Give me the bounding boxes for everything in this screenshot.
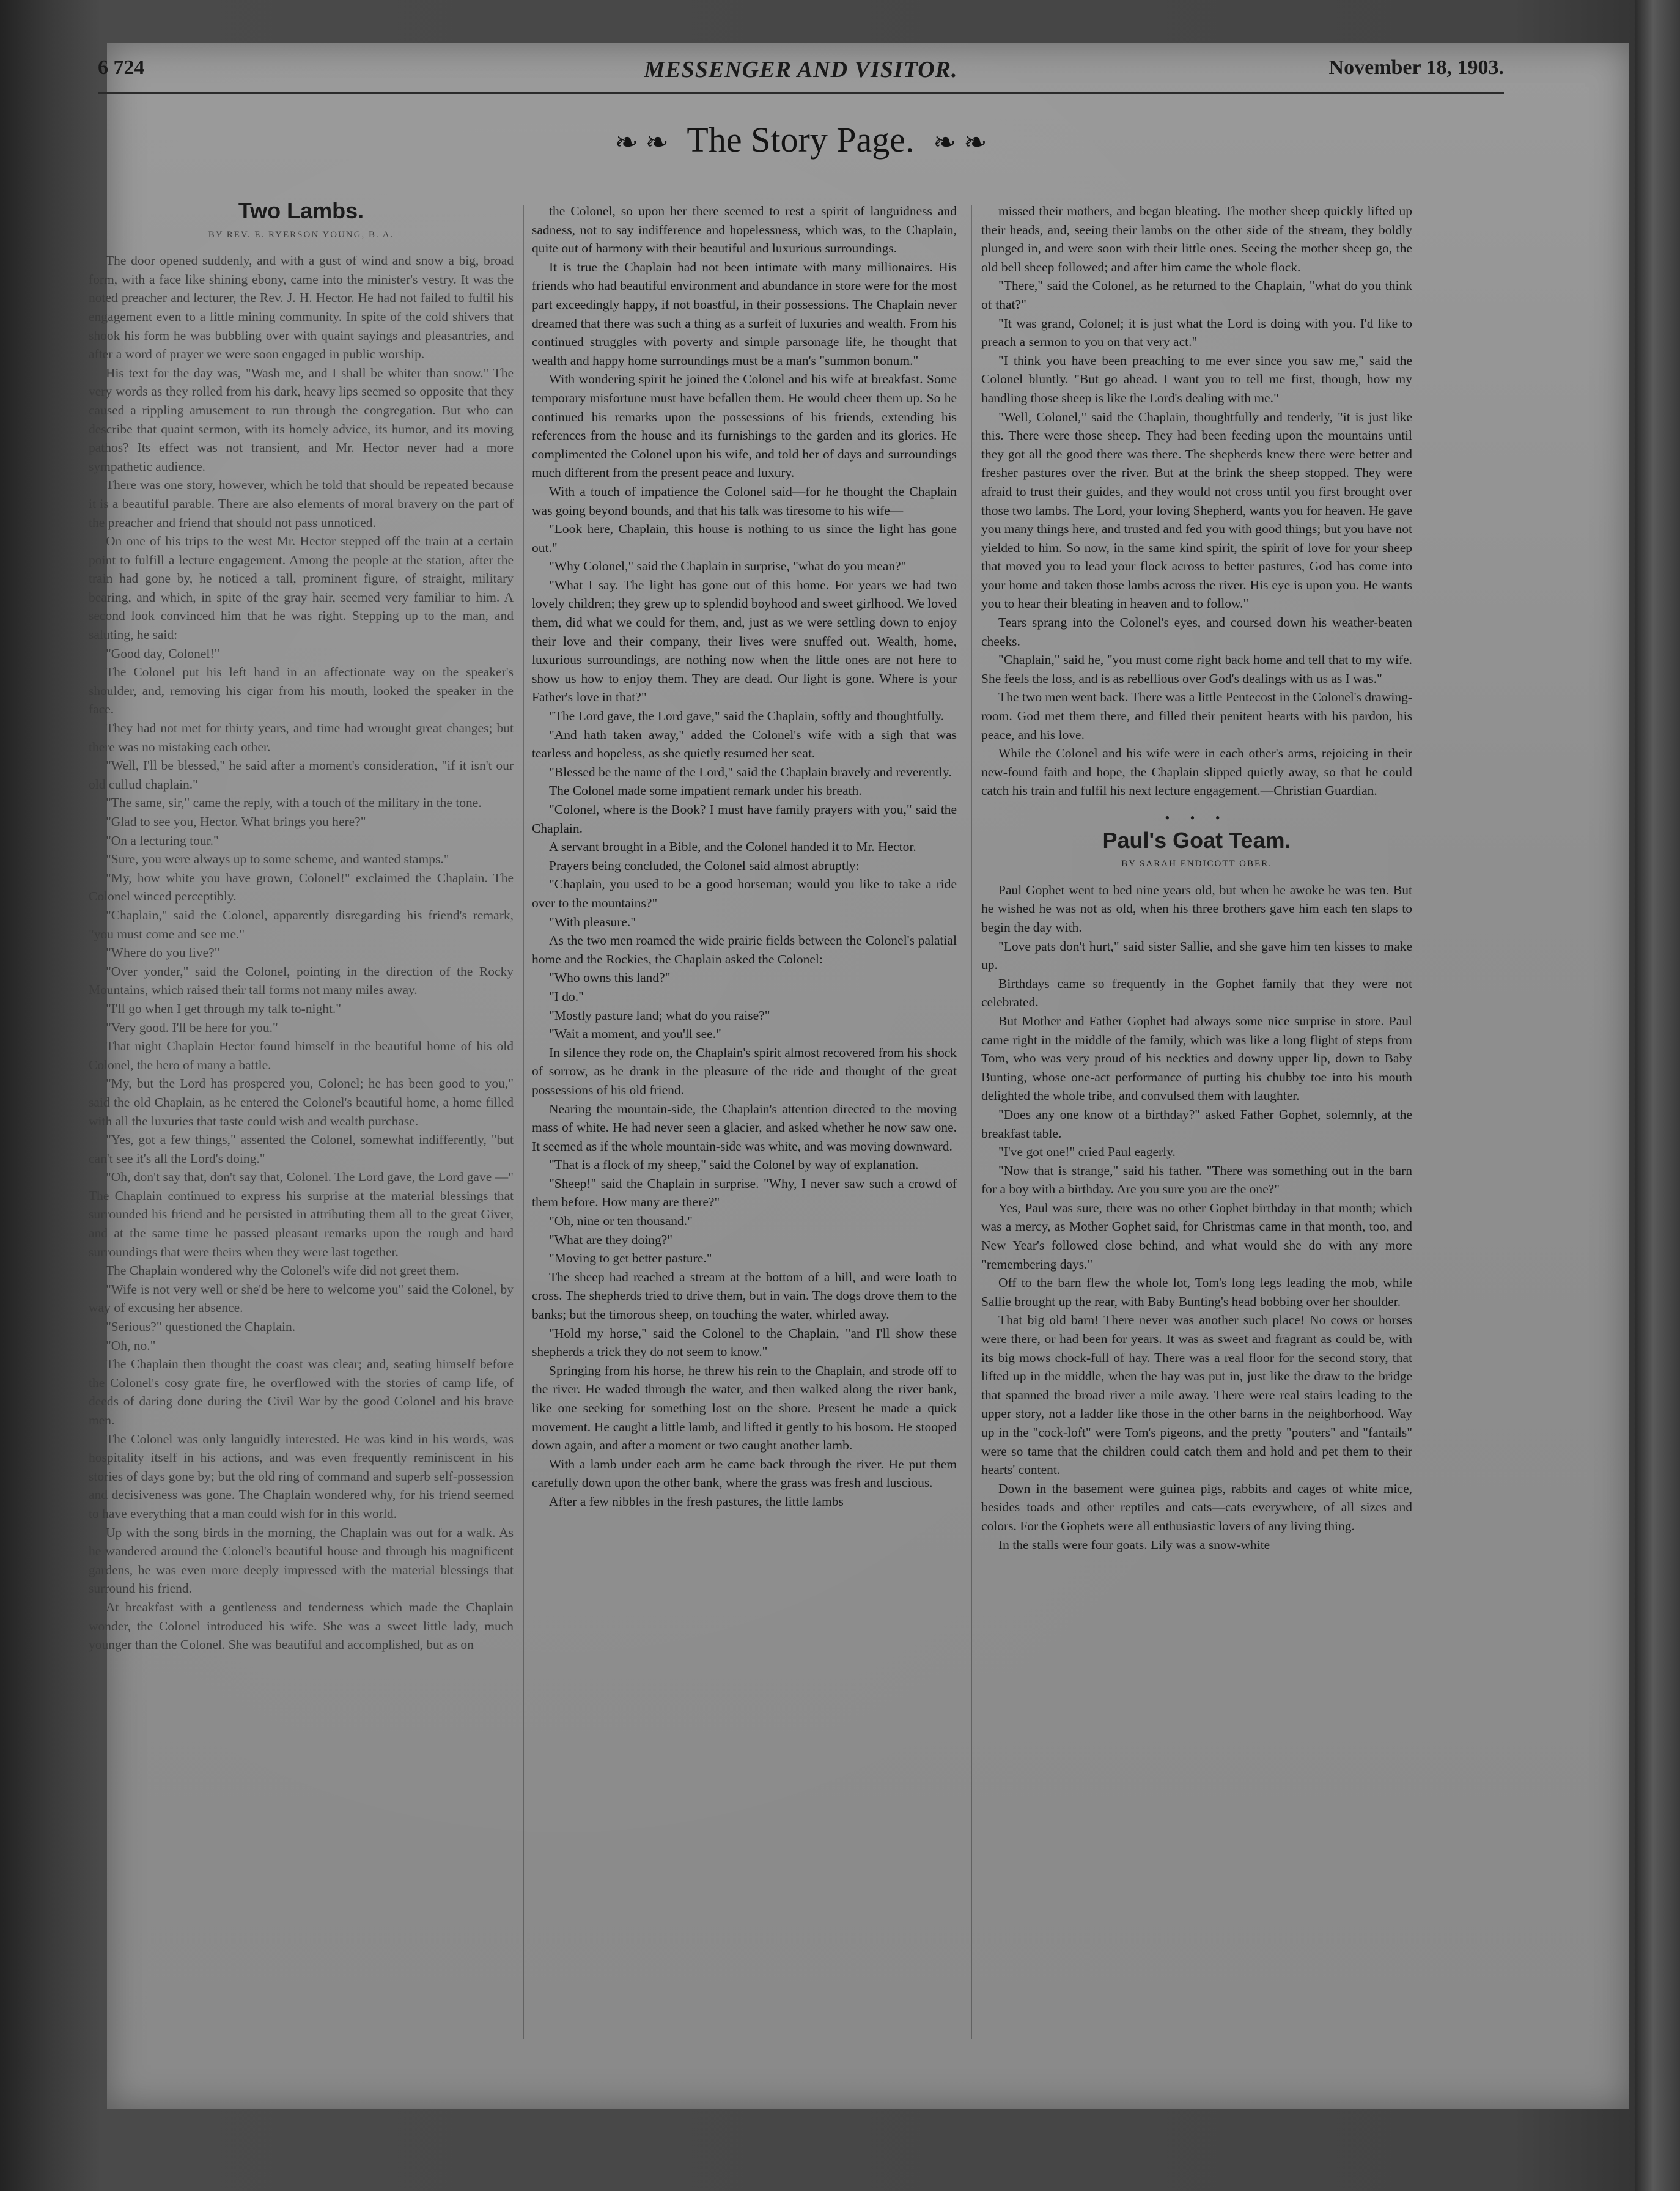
paragraph: "I think you have been preaching to me ever since you saw me," said the Colonel bluntly. "But go ahead. I want you to tell me first, though, how my handling those sheep is like the Lord's dealing with me." <box>981 353 1412 405</box>
paragraph: "Over yonder," said the Colonel, pointing in the direction of the Rocky Mountains, which raised their tall forms not many miles away. <box>89 963 514 998</box>
paragraph: "Very good. I'll be here for you." <box>106 1020 278 1035</box>
publication-title: MESSENGER AND VISITOR. <box>644 57 958 83</box>
paragraph: the Colonel, so upon her there seemed to rest a spirit of languidness and sadness, not to say indifference and hopelessness, which was, to the Chaplain, quite out of harmony with their beautiful and luxurious surroundings. <box>532 204 957 256</box>
story-body <box>981 881 1412 1554</box>
paragraph: Down in the basement were guinea pigs, rabbits and cages of white mice, besides toads and other reptiles and cats—cats everywhere, of all sizes and colors. For the Gophets were all enthusiastic lovers of any living thing. <box>981 1481 1412 1533</box>
paragraph: "Look here, Chaplain, this house is nothing to us since the light has gone out." <box>532 521 957 555</box>
paragraph: "Oh, don't say that, don't say that, Colonel. The Lord gave, the Lord gave —" The Chaplain continued to express his surprise at the material blessings that surrounded his friend and he persisted in attributing them all to the great Giver, and at the same time he passed pleasant remarks upon the rough and hard surroundings that were theirs when they were last together. <box>89 1169 514 1259</box>
leaf-ornament-left-icon: ❧ ❧ <box>614 127 669 158</box>
paragraph: Up with the song birds in the morning, the Chaplain was out for a walk. As he wandered around the Colonel's beautiful house and through his magnificent gardens, he was even more deeply impressed with the material blessings that surround his friend. <box>89 1525 514 1596</box>
column-rule <box>523 205 524 2039</box>
paragraph: Yes, Paul was sure, there was no other Gophet birthday in that month; which was a mercy, as Mother Gophet said, for Christmas came in that month, too, and New Year's followed close behind, and what would she do with any more "remembering days." <box>981 1200 1412 1272</box>
paragraph: The Colonel put his left hand in an affectionate way on the speaker's shoulder, and, removing his cigar from his mouth, looked the speaker in the face. <box>89 665 514 717</box>
leaf-ornament-right-icon: ❧ ❧ <box>933 127 987 158</box>
paragraph: "Love pats don't hurt," said sister Sallie, and she gave him ten kisses to make up. <box>981 938 1412 973</box>
paragraph: "My, but the Lord has prospered you, Colonel; he has been good to you," said the old Chaplain, as he entered the Colonel's beautiful home, a home filled with all the luxuries that taste could wish and wealth purchase. <box>89 1076 514 1129</box>
paragraph: But Mother and Father Gophet had always some nice surprise in store. Paul came right in the middle of the family, which was like a long flight of steps from Tom, who was very proud of his neckties and downy upper lip, down to Baby Bunting, whose one-act performance of putting his chubby toe into his mouth delighted the whole tribe, and convulsed them with laughter. <box>981 1013 1412 1103</box>
paragraph: "The same, sir," came the reply, with a touch of the military in the tone. <box>106 795 482 811</box>
paragraph: "Yes, got a few things," assented the Colonel, somewhat indifferently, "but can't see it's all the Lord's doing." <box>89 1132 514 1166</box>
paragraph: "Chaplain, you used to be a good horseman; would you like to take a ride over to the mountains?" <box>532 877 957 910</box>
paragraph: "Why Colonel," said the Chaplain in surprise, "what do you mean?" <box>549 559 907 574</box>
column-rule <box>971 205 972 2039</box>
paragraph: "Moving to get better pasture." <box>549 1251 712 1266</box>
story-body-continued <box>532 202 957 1511</box>
paragraph: "Mostly pasture land; what do you raise?" <box>549 1007 770 1023</box>
paragraph: The Colonel was only languidly interested. He was kind in his words, was hospitality itself in his actions, and was even frequently reminiscent in his stories of days gone by; but the old ring of command and superb self-possession and decisiveness was gone. The Chaplain wondered why, for his friend seemed to have everything that a man could wish for in this world. <box>89 1431 514 1521</box>
paragraph: "Colonel, where is the Book? I must have family prayers with you," said the Chaplain. <box>532 802 957 836</box>
paragraph: "Sheep!" said the Chaplain in surprise. "Why, I never saw such a crowd of them before. How many are there?" <box>532 1176 957 1210</box>
page-header <box>98 56 1504 93</box>
paragraph: "I've got one!" cried Paul eagerly. <box>998 1144 1176 1160</box>
paragraph: With wondering spirit he joined the Colonel and his wife at breakfast. Some temporary misfortune must have befallen them. He would cheer them up. So he continued his remarks upon the possessions of his friends, extending his references from the house and its furnishings to the garden and its glories. He complimented the Colonel upon his wife, and told her of days and surroundings much different from the present peace and luxury. <box>532 372 957 481</box>
paragraph: The door opened suddenly, and with a gust of wind and snow a big, broad form, with a face like shining ebony, came into the minister's vestry. It was the noted preacher and lecturer, the Rev. J. H. Hector. He had not failed to fulfil his engagement even to a little mining community. In spite of the cold shivers that shook his form he was bubbling over with quaint sayings and pleasantries, and after a word of prayer we were soon engaged in public worship. <box>89 253 514 362</box>
issue-date: November 18, 1903. <box>1328 56 1504 79</box>
paragraph: "Wife is not very well or she'd be here to welcome you" said the Colonel, by way of excusing her absence. <box>89 1281 514 1316</box>
paragraph: "I'll go when I get through my talk to-night." <box>106 1001 342 1016</box>
paragraph: The Chaplain wondered why the Colonel's wife did not greet them. <box>106 1263 459 1278</box>
paragraph: "The Lord gave, the Lord gave," said the Chaplain, softly and thoughtfully. <box>549 709 945 724</box>
paragraph: "What I say. The light has gone out of this home. For years we had two lovely children; they grew up to splendid boyhood and sweet girlhood. We loved them, did what we could for them, and, just as we were settling down to enjoy their love and their company, their lives were snuffed out. Wealth, home, luxurious surroundings, are nothing now when the little ones are not here to show us how to enjoy them. They are dead. Our light is gone. Where is your Father's love in that?" <box>532 577 957 705</box>
paragraph: That big old barn! There never was another such place! No cows or horses were there, or had been for years. It was as sweet and fragrant as could be, with its big mows chock-full of hay. There was a real floor for the second story, that lifted up in the middle, when the hay was put in, just like the draw to the bridge that spanned the broad river a mile away. There were real stairs leading to the upper story, not a ladder like those in the other barns in the neighborhood. Way up in the "cock-loft" were Tom's pigeons, and the pretty "pouters" and "fantails" were so tame that the children could catch them and hold and pet them to their hearts' content. <box>981 1313 1412 1478</box>
paragraph: "Chaplain," said he, "you must come right back home and tell that to my wife. She feels the loss, and is as rebellious over God's dealings with us as I was." <box>981 652 1412 686</box>
paragraph: With a touch of impatience the Colonel said—for he thought the Chaplain was going beyond bounds, and that his talk was tiresome to his wife— <box>532 484 957 518</box>
paragraph: missed their mothers, and began bleating. The mother sheep quickly lifted up their heads, and, seeing their lambs on the other side of the stream, they boldly plunged in, and were soon with their little ones. Seeing the mother sheep go, the old bell sheep followed; and after him came the whole flock. <box>981 204 1412 274</box>
paragraph: "It was grand, Colonel; it is just what the Lord is doing with you. I'd like to preach a sermon to you on that very act." <box>981 315 1412 350</box>
paragraph: While the Colonel and his wife were in each other's arms, rejoicing in their new-found faith and hope, the Chaplain slipped quietly away, so that he could catch his train and fulfil his next lecture engagement.—Christian Guardian. <box>981 746 1412 798</box>
binding-edge <box>1635 0 1680 2191</box>
paragraph: "Well, Colonel," said the Chaplain, thoughtfully and tenderly, "it is just like this. There were those sheep. They had been feeding upon the mountains until they got all the good there was there. The shepherds knew there were better and fresher pastures over the river. But at the brink the sheep stopped. They were afraid to trust their guides, and they would not cross until you first brought over those two lambs. The Lord, your loving Shepherd, wants you for heaven. He gave you many things here, and trusted and fed you with good things; but you have not yielded to him. So now, in the same kind spirit, the spirit of love for your sheep that moved you to lead your flock across to better pastures, God has come into your home and taken those lambs across the river. His eye is upon you. He wants you to hear their bleating in heaven and to follow." <box>981 409 1412 611</box>
paragraph: "Now that is strange," said his father. "There was something out in the barn for a boy with a birthday. Are you sure you are the one?" <box>981 1163 1412 1197</box>
paragraph: "Who owns this land?" <box>549 970 671 985</box>
column-2 <box>532 202 957 1511</box>
paragraph: "With pleasure." <box>549 914 636 929</box>
paragraph: "Glad to see you, Hector. What brings you here?" <box>106 814 366 829</box>
paragraph: The two men went back. There was a little Pentecost in the Colonel's drawing-room. God met them there, and filled their penitent hearts with his pardon, his peace, and his love. <box>981 690 1412 742</box>
paragraph: "Chaplain," said the Colonel, apparently disregarding his friend's remark, "you must come and see me." <box>89 907 514 941</box>
paragraph: Springing from his horse, he threw his rein to the Chaplain, and strode off to the river. He waded through the water, and then walked along the river bank, like one seeking for something lost on the shore. Present he made a quick movement. He caught a little lamb, and lifted it gently to his bosom. He stooped down again, and after a moment or two caught another lamb. <box>532 1363 957 1453</box>
paragraph: "Well, I'll be blessed," he said after a moment's consideration, "if it isn't our old cullud chaplain." <box>89 758 514 792</box>
paragraph: "Where do you live?" <box>106 945 220 960</box>
paragraph: "Oh, nine or ten thousand." <box>549 1213 693 1229</box>
story-title-two-lambs: Two Lambs. <box>238 198 364 223</box>
paragraph: Prayers being concluded, the Colonel said almost abruptly: <box>549 858 860 873</box>
paragraph: "My, how white you have grown, Colonel!" exclaimed the Chaplain. The Colonel winced perceptibly. <box>89 870 514 904</box>
paragraph: "Does any one know of a birthday?" asked Father Gophet, solemnly, at the breakfast table. <box>981 1107 1412 1141</box>
paragraph: In the stalls were four goats. Lily was a snow-white <box>998 1537 1270 1552</box>
paragraph: "Wait a moment, and you'll see." <box>549 1026 721 1042</box>
paragraph: The Chaplain then thought the coast was clear; and, seating himself before the Colonel's cosy grate fire, he overflowed with the stories of camp life, of deeds of daring done during the Civil War by the good Colonel and his brave men. <box>89 1357 514 1427</box>
section-heading <box>98 119 1504 160</box>
paragraph: "What are they doing?" <box>549 1232 673 1247</box>
paragraph: "Sure, you were always up to some scheme, and wanted stamps." <box>106 852 449 867</box>
story-byline: BY REV. E. RYERSON YOUNG, B. A. <box>208 229 394 240</box>
paragraph: Off to the barn flew the whole lot, Tom's long legs leading the mob, while Sallie brought up the rear, with Baby Bunting's head bobbing over her shoulder. <box>981 1275 1412 1309</box>
story-body-ending <box>981 202 1412 800</box>
paragraph: With a lamb under each arm he came back through the river. He put them carefully down upon the other bank, where the grass was fresh and luscious. <box>532 1456 957 1490</box>
paragraph: "There," said the Colonel, as he returned to the Chaplain, "what do you think of that?" <box>981 278 1412 312</box>
paragraph: It is true the Chaplain had not been intimate with many millionaires. His friends who had beautiful environment and abundance in store were for the most part exceedingly happy, if not boastful, in their possessions. The Chaplain never dreamed that there was such a thing as a surfeit of luxuries and wealth. From his continued struggles with poverty and simple parsonage life, he thought that wealth and happy home surroundings must be a man's "summon bonum." <box>532 259 957 368</box>
paragraph: "On a lecturing tour." <box>106 833 219 848</box>
section-title: The Story Page. <box>687 120 915 160</box>
paragraph: His text for the day was, "Wash me, and I shall be whiter than snow." The very words as they rolled from his dark, heavy lips seemed so opposite that they caused a rippling amusement to run through the congregation. But who can describe that quaint sermon, with its homely advice, its humor, and its moving pathos? Its effect was not transient, and Mr. Hector never had a more sympathetic audience. <box>89 365 514 474</box>
paragraph: "Good day, Colonel!" <box>106 646 220 661</box>
paragraph: Paul Gophet went to bed nine years old, but when he awoke he was ten. But he wished he was not as old, when his three brothers gave him each ten slaps to begin the day with. <box>981 882 1412 935</box>
paragraph: The sheep had reached a stream at the bottom of a hill, and were loath to cross. The shepherds tried to drive them, but in vain. The dogs drove them to the banks; but the timorous sheep, on touching the water, whirled away. <box>532 1269 957 1322</box>
column-3 <box>981 202 1412 1554</box>
paragraph: As the two men roamed the wide prairie fields between the Colonel's palatial home and the Rockies, the Chaplain asked the Colonel: <box>532 933 957 967</box>
paragraph: "Hold my horse," said the Colonel to the Chaplain, "and I'll show these shepherds a trick they do not seem to know." <box>532 1325 957 1360</box>
paragraph: "Serious?" questioned the Chaplain. <box>106 1319 296 1335</box>
paragraph: After a few nibbles in the fresh pastures, the little lambs <box>549 1493 844 1509</box>
paragraph: The Colonel made some impatient remark under his breath. <box>549 783 862 798</box>
paragraph: That night Chaplain Hector found himself in the beautiful home of his old Colonel, the hero of many a battle. <box>89 1039 514 1072</box>
paragraph: On one of his trips to the west Mr. Hector stepped off the train at a certain point to fulfill a lecture engagement. Among the people at the station, after the train had gone by, he noticed a tall, prominent figure, of straight, military bearing, and which, in spite of the gray hair, seemed very familiar to him. A second look convinced him that he was right. Stepping up to the man, and saluting, he said: <box>89 534 514 643</box>
story-separator: • • • <box>1165 810 1229 825</box>
story-body <box>89 251 514 1654</box>
paragraph: "That is a flock of my sheep," said the Colonel by way of explanation. <box>549 1157 919 1173</box>
paragraph: "Oh, no." <box>106 1338 156 1353</box>
paragraph: Birthdays came so frequently in the Gophet family that they were not celebrated. <box>981 976 1412 1010</box>
paragraph: "Blessed be the name of the Lord," said the Chaplain bravely and reverently. <box>549 764 952 779</box>
story-byline: BY SARAH ENDICOTT OBER. <box>1121 859 1272 869</box>
paragraph: In silence they rode on, the Chaplain's spirit almost recovered from his shock of sorrow, as he drank in the pleasure of the ride and thought of the great possessions of his old friend. <box>532 1045 957 1097</box>
page-number: 6 724 <box>98 56 145 79</box>
paragraph: "I do." <box>549 989 584 1004</box>
paragraph: A servant brought in a Bible, and the Colonel handed it to Mr. Hector. <box>549 839 916 855</box>
paragraph: Tears sprang into the Colonel's eyes, and coursed down his weather-beaten cheeks. <box>981 615 1412 649</box>
header-rule <box>98 92 1504 94</box>
story-title-pauls-goat-team: Paul's Goat Team. <box>1102 827 1291 853</box>
paragraph: Nearing the mountain-side, the Chaplain's attention directed to the moving mass of white. He had never seen a glacier, and asked whether he now saw one. It seemed as if the whole mountain-side was white, and was moving downward. <box>532 1101 957 1154</box>
paragraph: They had not met for thirty years, and time had wrought great changes; but there was no mistaking each other. <box>89 721 514 754</box>
paragraph: "And hath taken away," added the Colonel's wife with a sigh that was tearless and hopeless, as she quietly resumed her seat. <box>532 727 957 761</box>
column-1 <box>89 198 514 1654</box>
paragraph: At breakfast with a gentleness and tenderness which made the Chaplain wonder, the Colonel introduced his wife. She was a sweet little lady, much younger than the Colonel. She was beautiful and accomplished, but as on <box>89 1599 514 1652</box>
paragraph: There was one story, however, which he told that should be repeated because it is a beautiful parable. There are also elements of moral bravery on the part of the preacher and friend that should not pass unnoticed. <box>89 477 514 530</box>
